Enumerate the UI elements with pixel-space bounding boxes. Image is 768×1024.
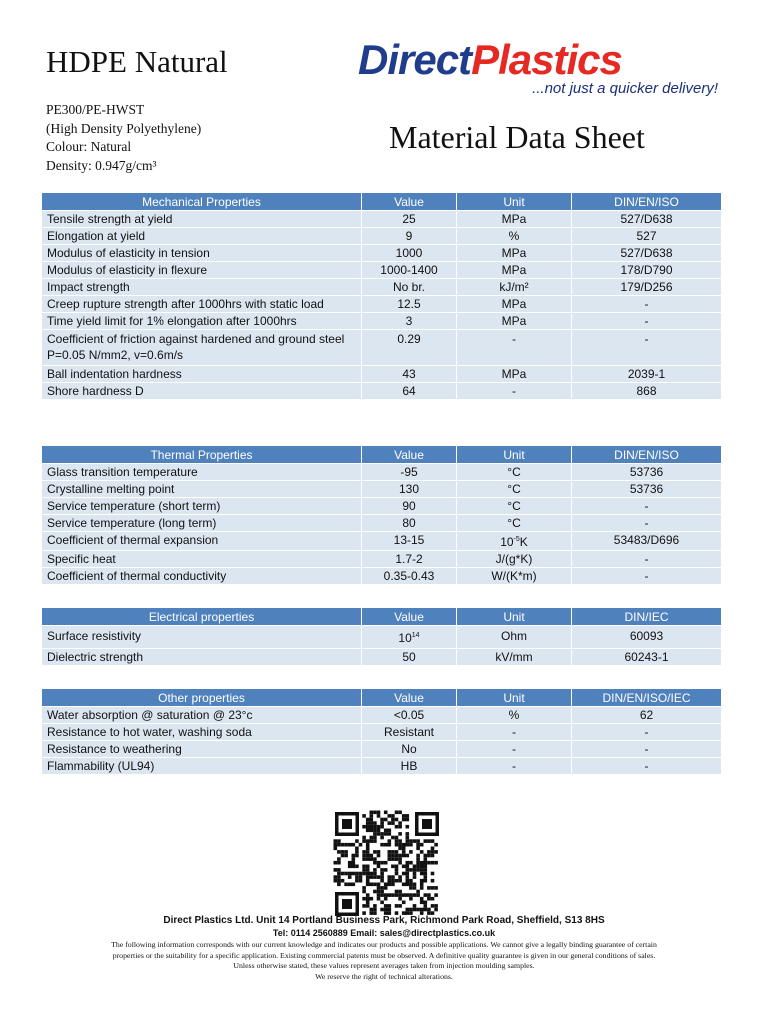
other-properties-table: [41, 688, 722, 775]
footer: [0, 914, 768, 982]
property-value: 64: [362, 383, 457, 400]
logo-word-direct: Direct: [358, 36, 472, 83]
property-unit: °C: [457, 498, 572, 515]
property-standard: -: [572, 515, 722, 532]
table-row: [42, 568, 722, 585]
property-name: Crystalline melting point: [42, 481, 362, 498]
property-value: 25: [362, 211, 457, 228]
property-standard: 60243-1: [572, 649, 722, 666]
property-value: $10^{14}$: [362, 626, 457, 649]
table-row: [42, 551, 722, 568]
property-unit: J/(g*K): [457, 551, 572, 568]
spec-grade: PE300/PE-HWST: [46, 102, 145, 117]
property-standard: -: [572, 568, 722, 585]
table-row: [42, 211, 722, 228]
property-unit: °C: [457, 464, 572, 481]
property-value: 13-15: [362, 532, 457, 551]
column-header-standard: DIN/EN/ISO: [572, 193, 722, 211]
property-unit: -: [457, 741, 572, 758]
disclaimer: [39, 940, 729, 982]
table-row: [42, 330, 722, 366]
property-name: Tensile strength at yield: [42, 211, 362, 228]
property-unit: MPa: [457, 313, 572, 330]
column-header-standard: DIN/EN/ISO/IEC: [572, 689, 722, 707]
property-name: Ball indentation hardness: [42, 366, 362, 383]
property-name: Service temperature (long term): [42, 515, 362, 532]
property-value: <0.05: [362, 707, 457, 724]
column-header-value: Value: [362, 446, 457, 464]
property-name: Elongation at yield: [42, 228, 362, 245]
property-unit: °C: [457, 515, 572, 532]
property-name: Specific heat: [42, 551, 362, 568]
property-unit: kJ/m²: [457, 279, 572, 296]
property-standard: 2039-1: [572, 366, 722, 383]
direct-plastics-logo: [358, 38, 722, 102]
contact-details: Tel: 0114 2560889 Email: sales@directplastics.co.uk: [272, 928, 496, 938]
property-unit: -: [457, 383, 572, 400]
logo-word-plastics: Plastics: [471, 36, 622, 83]
product-title: HDPE Natural: [46, 44, 228, 79]
table-row: [42, 296, 722, 313]
disclaimer-line: properties or the suitability for a specific application. Existing commercial patents must be observed. A definitive quality guarantee is given in our general conditions of sales.: [112, 950, 656, 960]
table-row: [42, 532, 722, 551]
property-unit: MPa: [457, 262, 572, 279]
property-unit: -: [457, 758, 572, 775]
spec-density: Density: 0.947g/cm³: [46, 157, 157, 173]
property-name: Shore hardness D: [42, 383, 362, 400]
logo-tagline: ...not just a quicker delivery!: [532, 80, 718, 97]
property-unit: MPa: [457, 296, 572, 313]
table-row: [42, 279, 722, 296]
sheet-title: Material Data Sheet: [389, 119, 645, 155]
column-header-value: Value: [362, 193, 457, 211]
property-standard: 53483/D696: [572, 532, 722, 551]
property-unit: MPa: [457, 366, 572, 383]
property-unit: W/(K*m): [457, 568, 572, 585]
property-name: Coefficient of thermal expansion: [42, 532, 362, 551]
column-header-standard: DIN/IEC: [572, 608, 722, 626]
property-value: 1000-1400: [362, 262, 457, 279]
property-standard: 178/D790: [572, 262, 722, 279]
property-value: 1.7-2: [362, 551, 457, 568]
property-standard: -: [572, 551, 722, 568]
property-name: Creep rupture strength after 1000hrs with static load: [42, 296, 362, 313]
table-row: [42, 464, 722, 481]
column-header-property: Thermal Properties: [42, 446, 362, 464]
qr-code: [333, 810, 441, 918]
property-name: Modulus of elasticity in flexure: [42, 262, 362, 279]
property-value: 12.5: [362, 296, 457, 313]
property-value: No: [362, 741, 457, 758]
table-row: [42, 498, 722, 515]
property-value: 0.35-0.43: [362, 568, 457, 585]
property-unit: -: [457, 330, 572, 366]
spec-material-name: (High Density Polyethylene): [46, 120, 202, 136]
table-row: [42, 707, 722, 724]
property-value: HB: [362, 758, 457, 775]
disclaimer-line: We reserve the right of technical alterations.: [315, 971, 453, 981]
property-standard: 527/D638: [572, 245, 722, 262]
column-header-unit: Unit: [457, 608, 572, 626]
property-name: Resistance to weathering: [42, 741, 362, 758]
property-standard: 527/D638: [572, 211, 722, 228]
column-header-value: Value: [362, 689, 457, 707]
column-header-property: Other properties: [42, 689, 362, 707]
property-value: 1000: [362, 245, 457, 262]
property-unit: %: [457, 228, 572, 245]
property-value: 80: [362, 515, 457, 532]
property-name: Surface resistivity: [42, 626, 362, 649]
column-header-property: Mechanical Properties: [42, 193, 362, 211]
property-unit: MPa: [457, 211, 572, 228]
property-name: Service temperature (short term): [42, 498, 362, 515]
company-address: Direct Plastics Ltd. Unit 14 Portland Business Park, Richmond Park Road, Sheffield, S13 8HS: [163, 915, 605, 926]
property-unit: $10^{-5}K$: [457, 532, 572, 551]
property-name: Dielectric strength: [42, 649, 362, 666]
column-header-value: Value: [362, 608, 457, 626]
property-name: Water absorption @ saturation @ 23°c: [42, 707, 362, 724]
property-name: Coefficient of thermal conductivity: [42, 568, 362, 585]
property-standard: 53736: [572, 464, 722, 481]
property-name: Impact strength: [42, 279, 362, 296]
property-value: -95: [362, 464, 457, 481]
column-header-property: Electrical properties: [42, 608, 362, 626]
property-name: Flammability (UL94): [42, 758, 362, 775]
property-name: Glass transition temperature: [42, 464, 362, 481]
table-row: [42, 313, 722, 330]
electrical-properties-table: [41, 607, 722, 666]
property-name: Time yield limit for 1% elongation after 1000hrs: [42, 313, 362, 330]
property-value: Resistant: [362, 724, 457, 741]
property-standard: 62: [572, 707, 722, 724]
property-standard: 60093: [572, 626, 722, 649]
property-standard: -: [572, 498, 722, 515]
property-name: Modulus of elasticity in tension: [42, 245, 362, 262]
property-unit: %: [457, 707, 572, 724]
property-name: Resistance to hot water, washing soda: [42, 724, 362, 741]
disclaimer-line: Unless otherwise stated, these values represent averages taken from injection moulding samples.: [233, 961, 535, 970]
thermal-properties-table: [41, 445, 722, 585]
property-standard: -: [572, 724, 722, 741]
table-row: [42, 758, 722, 775]
property-standard: 868: [572, 383, 722, 400]
table-row: [42, 515, 722, 532]
table-row: [42, 626, 722, 649]
property-unit: Ohm: [457, 626, 572, 649]
property-value: 9: [362, 228, 457, 245]
table-header-row: [42, 689, 722, 707]
friction-label: Coefficient of friction against hardened and ground steel: [47, 332, 345, 346]
property-standard: -: [572, 758, 722, 775]
spec-colour: Colour: Natural: [46, 139, 132, 154]
property-unit: -: [457, 724, 572, 741]
property-value: No br.: [362, 279, 457, 296]
table-row: [42, 366, 722, 383]
property-standard: -: [572, 296, 722, 313]
property-value: 3: [362, 313, 457, 330]
table-row: [42, 228, 722, 245]
property-unit: MPa: [457, 245, 572, 262]
column-header-unit: Unit: [457, 689, 572, 707]
table-row: [42, 481, 722, 498]
disclaimer-line: The following information corresponds with our current knowledge and indicates our products and possible applications. We cannot give a legally binding guarantee of certain: [111, 940, 657, 949]
property-value: 130: [362, 481, 457, 498]
property-standard: -: [572, 330, 722, 366]
table-header-row: [42, 193, 722, 211]
table-row: [42, 741, 722, 758]
mechanical-properties-table: [41, 192, 722, 400]
property-name: [42, 330, 362, 366]
property-value: 90: [362, 498, 457, 515]
column-header-unit: Unit: [457, 193, 572, 211]
property-standard: -: [572, 313, 722, 330]
property-unit: kV/mm: [457, 649, 572, 666]
column-header-unit: Unit: [457, 446, 572, 464]
property-standard: 53736: [572, 481, 722, 498]
table-row: [42, 383, 722, 400]
table-row: [42, 262, 722, 279]
property-value: 43: [362, 366, 457, 383]
property-unit: °C: [457, 481, 572, 498]
property-standard: 179/D256: [572, 279, 722, 296]
property-value: 0.29: [362, 330, 457, 366]
property-standard: 527: [572, 228, 722, 245]
property-value: 50: [362, 649, 457, 666]
table-header-row: [42, 446, 722, 464]
property-standard: -: [572, 741, 722, 758]
material-spec: [46, 101, 201, 175]
table-row: [42, 724, 722, 741]
table-row: [42, 245, 722, 262]
friction-condition: P=0.05 N/mm2, v=0.6m/s: [47, 348, 184, 362]
table-header-row: [42, 608, 722, 626]
table-row: [42, 649, 722, 666]
column-header-standard: DIN/EN/ISO: [572, 446, 722, 464]
